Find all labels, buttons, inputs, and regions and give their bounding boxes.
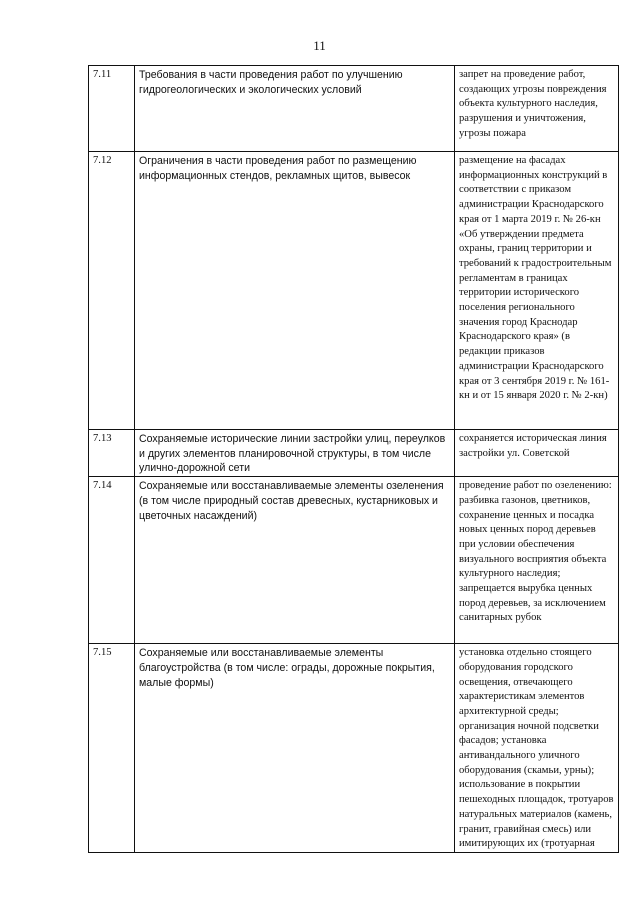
table-row (89, 430, 619, 477)
page-number: 11 (313, 38, 326, 53)
table-row (89, 644, 619, 853)
row-description: Сохраняемые или восстанавливаемые элементы благоустройства (в том числе: ограды, дорожные покрытия, малые формы) (135, 644, 455, 853)
row-description: Сохраняемые исторические линии застройки улиц, переулков и других элементов планировочной структуры, в том числе улично-дорожной сети (135, 430, 455, 477)
row-value: размещение на фасадах информационных конструкций в соответствии с приказом администрации Краснодарского края от 1 марта 2019 г. № 26-кн «Об утверждении предмета охраны, границ территории и требований к градостроительным регламентам в границах территории исторического поселения регионального значения город Краснодар Краснодарского края» (в редакции приказов администрации Краснодарского края от 3 сентября 2019 г. № 161-кн и от 15 января 2020 г. № 2-кн) (455, 152, 619, 430)
row-value: проведение работ по озеленению: разбивка газонов, цветников, сохранение ценных и посадка новых ценных пород деревьев при условии обеспечения визуального восприятия объекта культурного наследия; запрещается вырубка ценных пород деревьев, за исключением санитарных рубок (455, 477, 619, 644)
row-description: Требования в части проведения работ по улучшению гидрогеологических и экологических условий (135, 66, 455, 152)
row-value: сохраняется историческая линия застройки ул. Советской (455, 430, 619, 477)
row-description: Сохраняемые или восстанавливаемые элементы озеленения (в том числе природный состав древесных, кустарниковых и цветочных насаждений) (135, 477, 455, 644)
row-value: установка отдельно стоящего оборудования городского освещения, отвечающего характеристикам элементов архитектурной среды; организация ночной подсветки фасадов; установка антивандального уличного оборудования (скамьи, урны); использование в покрытии пешеходных площадок, тротуаров натуральных материалов (камень, гранит, гравийная смесь) или имитирующих их (тротуарная (455, 644, 619, 853)
requirements-table (88, 65, 619, 853)
row-value: запрет на проведение работ, создающих угрозы повреждения объекта культурного наследия, разрушения и уничтожения, угрозы пожара (455, 66, 619, 152)
table-row (89, 477, 619, 644)
row-number: 7.12 (89, 152, 135, 430)
row-description: Ограничения в части проведения работ по размещению информационных стендов, рекламных щитов, вывесок (135, 152, 455, 430)
table-row (89, 152, 619, 430)
row-number: 7.13 (89, 430, 135, 477)
row-number: 7.14 (89, 477, 135, 644)
row-number: 7.15 (89, 644, 135, 853)
row-number: 7.11 (89, 66, 135, 152)
table-row (89, 66, 619, 152)
